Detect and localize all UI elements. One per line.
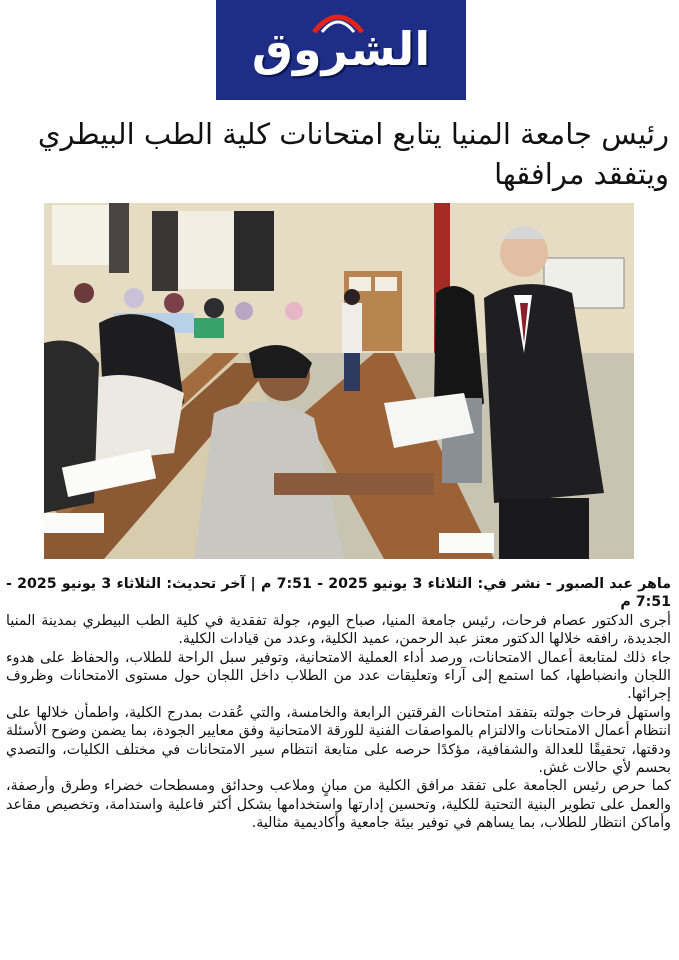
article-paragraph: أجرى الدكتور عصام فرحات، رئيس جامعة المنيا، صباح اليوم، جولة تفقدية في كلية الطب البيطري بمدينة المنيا الجديدة، رافقه خلالها الدكتور معتز عبد الرحمن، عميد الكلية، وعدد من قيادات الكلية. xyxy=(6,612,671,648)
article-byline: ماهر عبد الصبور - نشر في: الثلاثاء 3 يونيو 2025 - 7:51 م | آخر تحديث: الثلاثاء 3 يونيو 2025 - 7:51 م xyxy=(6,576,671,611)
article-body xyxy=(6,575,671,833)
logo-wordmark: الشروق xyxy=(251,22,431,76)
article-paragraph: جاء ذلك لمتابعة أعمال الامتحانات، ورصد أداء العملية الامتحانية، وتوفير سبل الراحة للطلاب، والحفاظ على هدوء اللجان وانضباطها، كما استمع إلى آراء وتعليقات عدد من الطلاب داخل اللجان حول مستوى الامتحانات وظروف إجرائها. xyxy=(6,649,671,703)
article-paragraph: واستهل فرحات جولته بتفقد امتحانات الفرقتين الرابعة والخامسة، والتي عُقدت بمدرج الكلية، واطمأن خلالها على انتظام أعمال الامتحانات والالتزام بالمواصفات الفنية للورقة الامتحانية وفق معايير الجودة، بما يضمن وضوح الأسئلة ودقتها، تحقيقًا للعدالة والشفافية، مؤكدًا حرصه على متابعة انتظام سير الامتحانات في مختلف الكليات، والتصدي بحسم لأي حالات غش. xyxy=(6,704,671,777)
exam-hall-photo xyxy=(44,203,634,559)
article-paragraph: كما حرص رئيس الجامعة على تفقد مرافق الكلية من مبانٍ وملاعب وحدائق ومسطحات خضراء وطرق وأرصفة، والعمل على تطوير البنية التحتية للكلية، وتحسين إدارتها واستخدامها بشكل أكثر فاعلية واستدامة، وتخصيص مقاعد وأماكن انتظار للطلاب، بما يساهم في توفير بيئة جامعية وأكاديمية مثالية. xyxy=(6,778,671,832)
site-logo[interactable] xyxy=(216,0,466,100)
article-title: رئيس جامعة المنيا يتابع امتحانات كلية الطب البيطري ويتفقد مرافقها xyxy=(37,117,669,191)
